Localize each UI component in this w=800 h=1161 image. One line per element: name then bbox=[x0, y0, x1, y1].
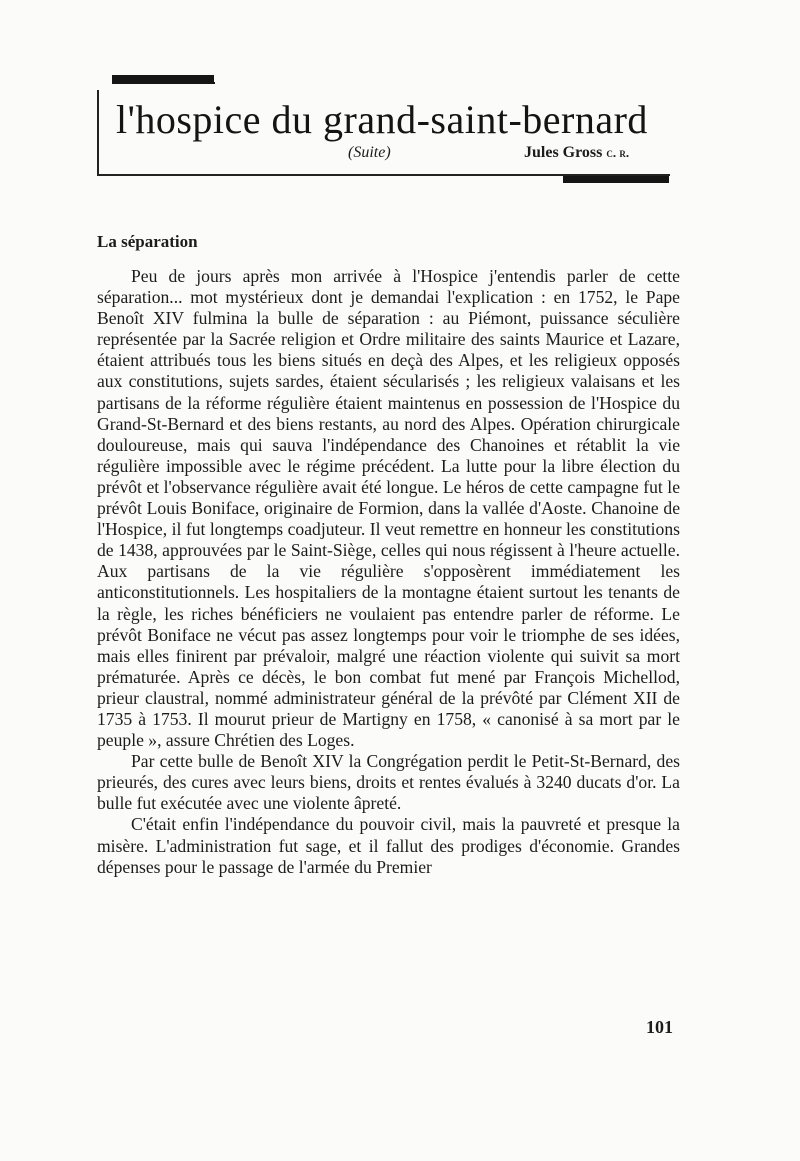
page-title: l'hospice du grand-saint-bernard bbox=[116, 97, 648, 142]
paragraph: Peu de jours après mon arrivée à l'Hospice j'entendis parler de cette séparation... mot mystérieux dont je demandai l'explication : en 1752, le Pape Benoît XIV fulmina la bulle de séparation : au Piémont, puissance séculière représentée par la Sacrée religion et Ordre militaire des saints Maurice et Lazare, étaient attribués tous les biens situés en deçà des Alpes, et les religieux opposés aux constitutions, sujets sardes, étaient sécularisés ; les religieux valaisans et les partisans de la réforme régulière étaient maintenus en possession de l'Hospice du Grand-St-Bernard et des biens restants, au nord des Alpes. Opération chirurgicale douloureuse, mais qui sauva l'indépendance des Chanoines et rétablit la vie régulière impossible avec le régime précédent. La lutte pour la libre élection du prévôt et l'observance régulière avait été longue. Le héros de cette campagne fut le prévôt Louis Boniface, originaire de Formion, dans la vallée d'Aoste. Chanoine de l'Hospice, il fut longtemps coadjuteur. Il veut remettre en honneur les constitutions de 1438, approuvées par le Saint-Siège, celles qui nous régissent à l'heure actuelle. Aux partisans de la vie régulière s'opposèrent immédiatement les anticonstitutionnels. Les hospitaliers de la montagne étaient surtout les tenants de la règle, les riches bénéficiers ne voulaient pas entendre parler de réforme. Le prévôt Boniface ne vécut pas assez longtemps pour voir le triomphe de ses idées, mais elles finirent par prévaloir, malgré une réaction violente qui suivit sa mort prématurée. Après ce décès, le bon combat fut mené par François Michellod, prieur claustral, nommé administrateur général de la prévôté par Clément XII de 1735 à 1753. Il mourut prieur de Martigny en 1758, « canonisé à sa mort par le peuple », assure Chrétien des Loges. bbox=[97, 266, 680, 751]
header-top-bar bbox=[112, 75, 214, 82]
author-suffix: c. r. bbox=[606, 145, 630, 160]
header-bottom-bar bbox=[563, 176, 669, 183]
author-name: Jules Gross bbox=[524, 144, 603, 161]
section-heading: La séparation bbox=[97, 232, 198, 251]
suite-label: (Suite) bbox=[348, 144, 391, 161]
author-byline bbox=[524, 144, 629, 162]
page-number: 101 bbox=[646, 1017, 673, 1037]
header-top-rule bbox=[112, 82, 215, 84]
paragraph: Par cette bulle de Benoît XIV la Congrégation perdit le Petit-St-Bernard, des prieurés, des cures avec leurs biens, droits et rentes évalués à 3240 ducats d'or. La bulle fut exécutée avec une violente âpreté. bbox=[97, 751, 680, 814]
paragraph: C'était enfin l'indépendance du pouvoir civil, mais la pauvreté et presque la misère. L'administration fut sage, et il fallut des prodiges d'économie. Grandes dépenses pour le passage de l'armée du Premier bbox=[97, 814, 680, 877]
article-body bbox=[97, 266, 680, 878]
